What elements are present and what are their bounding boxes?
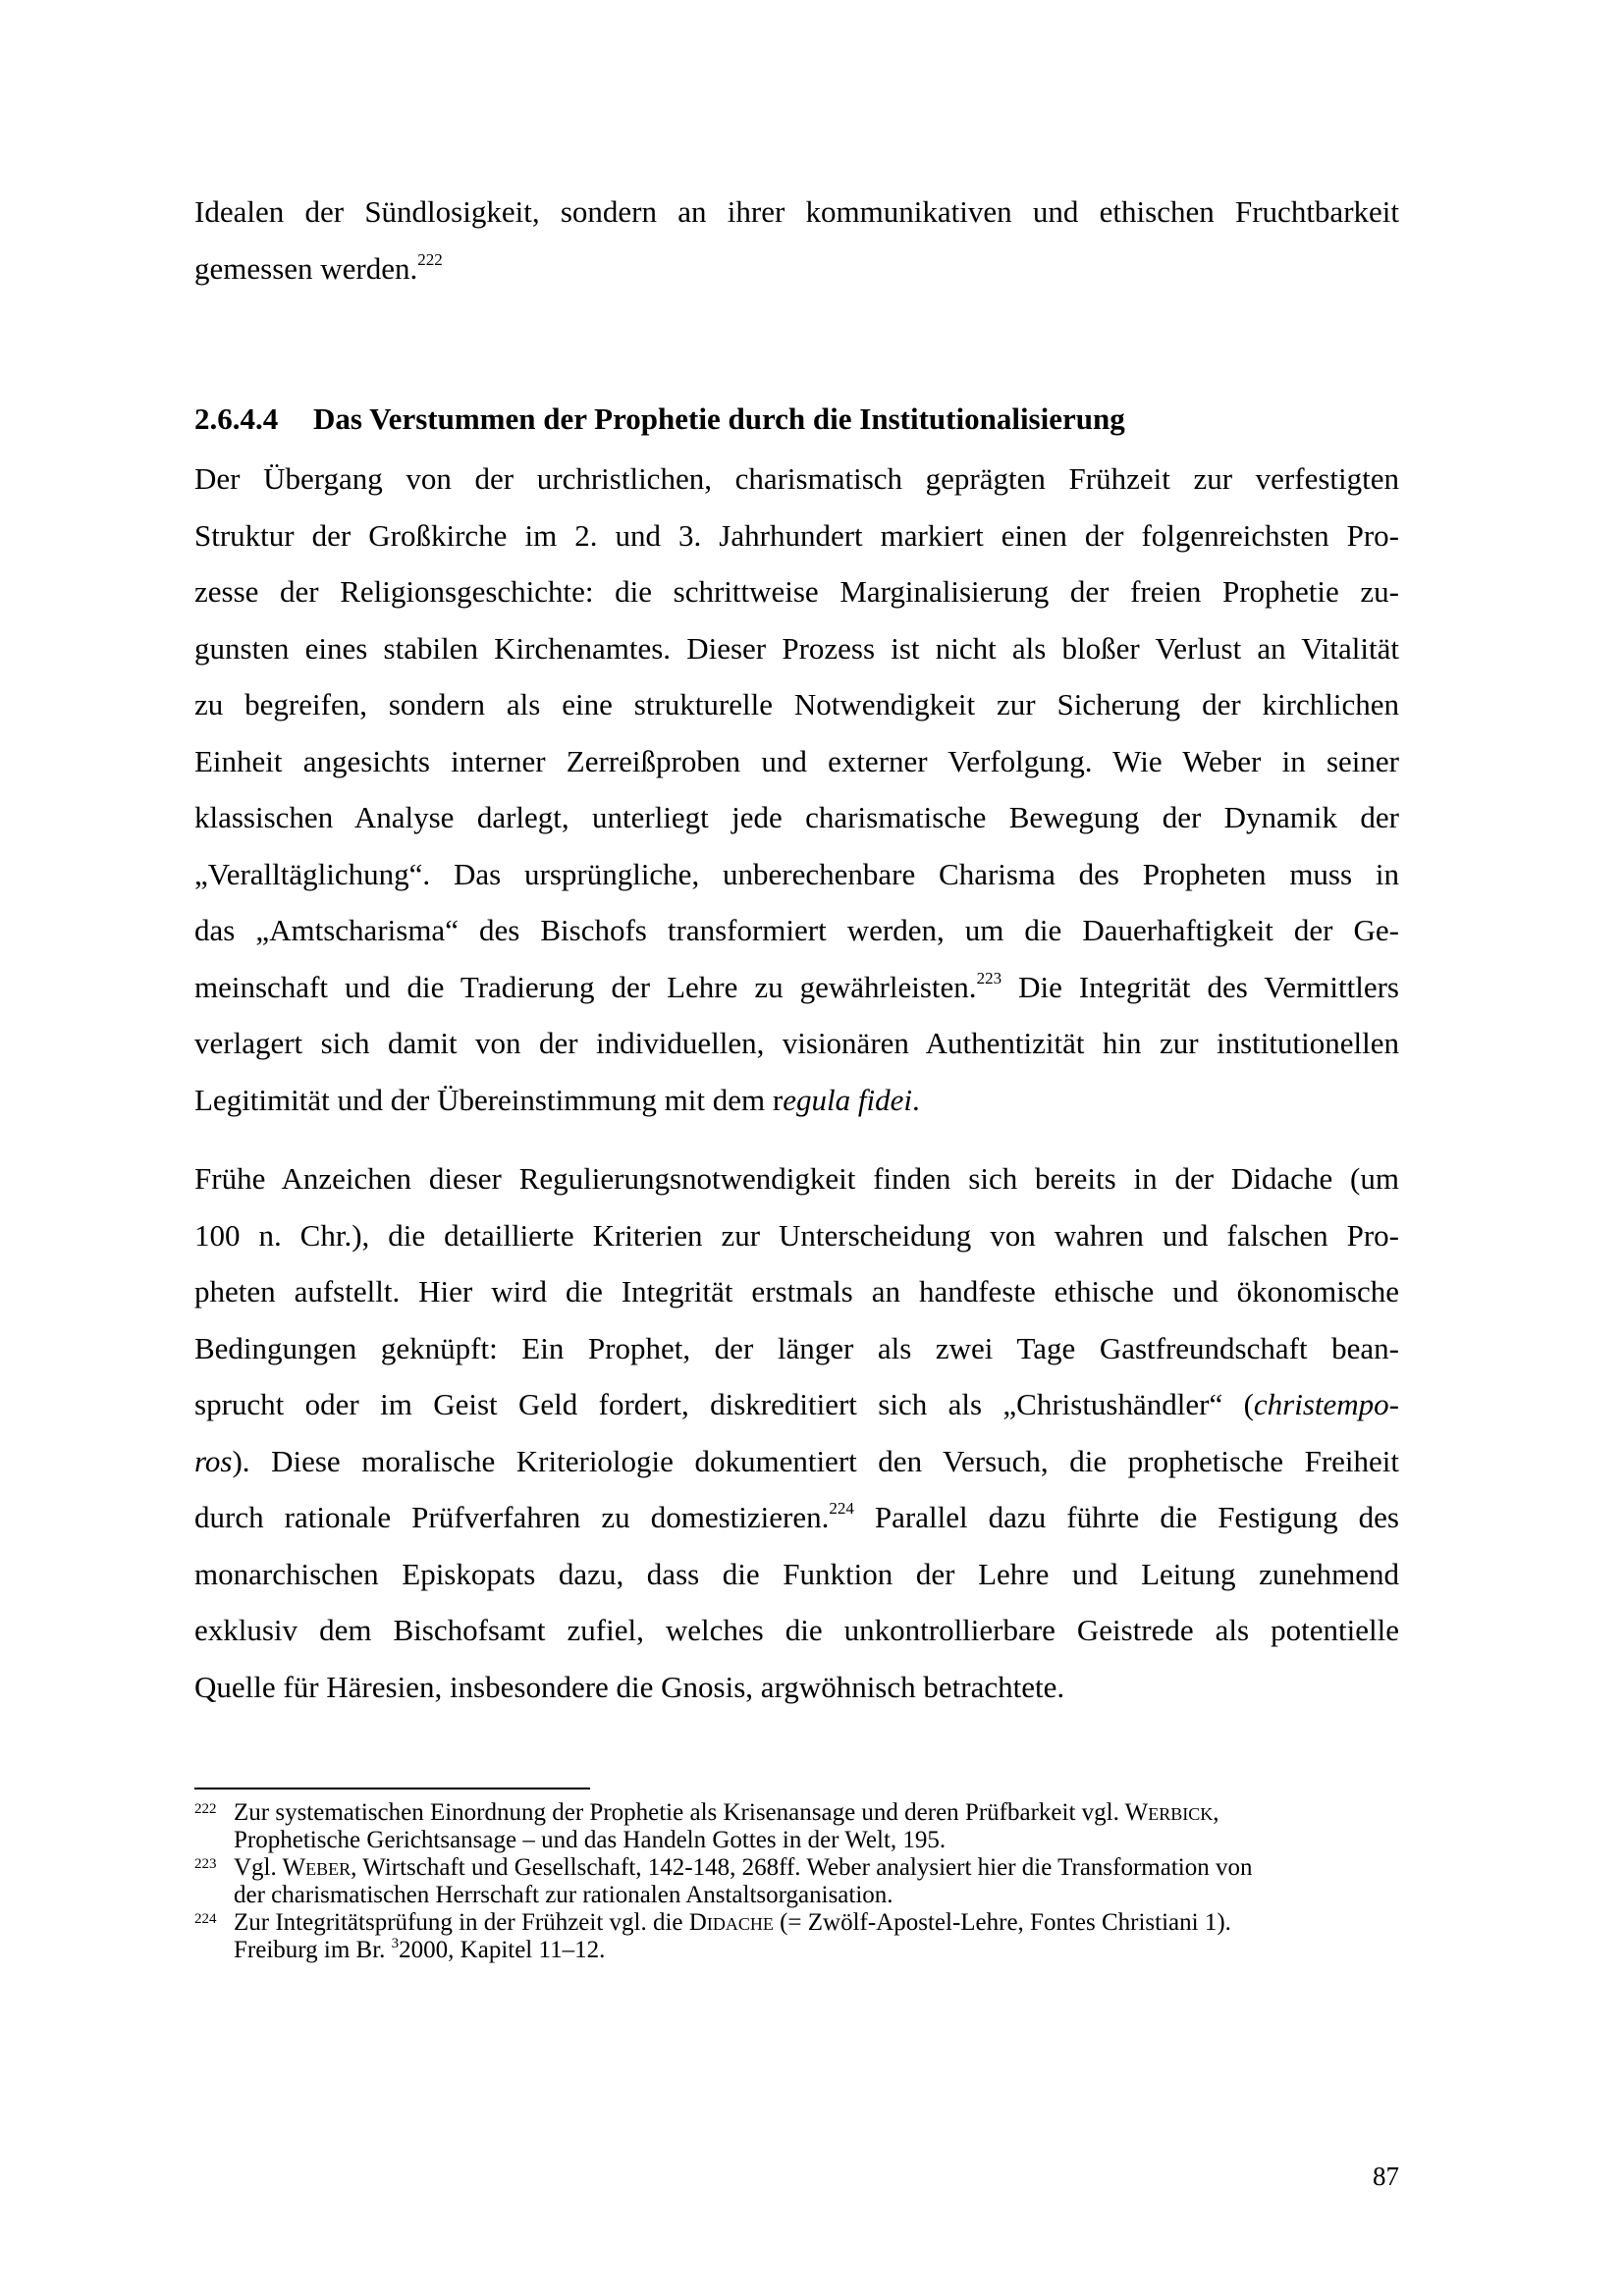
text-line: gunsten eines stabilen Kirchenamtes. Dieser Prozess ist nicht als bloßer Verlust an Vitalität bbox=[194, 630, 1399, 666]
text-line: pheten aufstellt. Hier wird die Integrität erstmals an handfeste ethische und ökonomische bbox=[194, 1274, 1399, 1308]
text-line: sprucht oder im Geist Geld fordert, diskreditiert sich als „Christushändler“ (christempo- bbox=[194, 1387, 1399, 1421]
author-name: erbick bbox=[1148, 1799, 1214, 1826]
text-line: Legitimität und der Übereinstimmung mit dem regula fidei. bbox=[194, 1082, 920, 1117]
text-line: monarchischen Episkopats dazu, dass die Funktion der Lehre und Leitung zunehmend bbox=[194, 1556, 1399, 1591]
text-line: meinschaft und die Tradierung der Lehre zu gewährleisten.$^{223}$ Die Integrität des Vermittlers bbox=[194, 968, 1399, 1004]
footnotes bbox=[194, 1799, 1399, 1967]
continued-paragraph bbox=[194, 184, 1399, 296]
footnote-separator bbox=[194, 1788, 590, 1789]
section-number: 2.6.4.4 bbox=[194, 401, 279, 436]
text-line: ros). Diese moralische Kriteriologie dokumentiert den Versuch, die prophetische Freiheit bbox=[194, 1443, 1399, 1478]
footnote-223 bbox=[194, 1854, 1399, 1909]
text-line: Quelle für Häresien, insbesondere die Gnosis, argwöhnisch betrachtete. bbox=[194, 1669, 1065, 1704]
footnote-ref-224[interactable]: 224 bbox=[829, 1499, 854, 1518]
text-line: das „Amtscharisma“ des Bischofs transformiert werden, um die Dauerhaftigkeit der Ge- bbox=[194, 913, 1399, 947]
paragraph-institutionalization bbox=[194, 451, 1399, 1128]
page-number: 87 bbox=[1373, 2162, 1399, 2191]
footnote-ref-223[interactable]: 223 bbox=[976, 968, 1002, 988]
footnote-number: 222 bbox=[194, 1801, 217, 1817]
footnote-ref-222[interactable]: 222 bbox=[417, 249, 443, 269]
text-line: Struktur der Großkirche im 2. und 3. Jahrhundert markiert einen der folgenreichsten Pro- bbox=[194, 517, 1399, 553]
footnote-222 bbox=[194, 1799, 1399, 1854]
text-line: 100 n. Chr.), die detaillierte Kriterien zur Unterscheidung von wahren und falschen Pro- bbox=[194, 1217, 1399, 1253]
footnote-line: Zur systematischen Einordnung der Prophetie als Krisenansage und deren Prüfbarkeit vgl. Werbick, bbox=[234, 1799, 1219, 1826]
footnote-224 bbox=[194, 1909, 1399, 1967]
edition-superscript: 3 bbox=[391, 1936, 400, 1951]
text-line: zu begreifen, sondern als eine strukturelle Notwendigkeit zur Sicherung der kirchlichen bbox=[194, 687, 1399, 721]
footnote-number: 224 bbox=[194, 1911, 217, 1927]
italic-term: ros bbox=[194, 1443, 233, 1478]
section-heading bbox=[194, 391, 1125, 448]
author-name: eber bbox=[305, 1854, 352, 1881]
text-line: zesse der Religionsgeschichte: die schrittweise Marginalisierung der freien Prophetie zu- bbox=[194, 574, 1399, 609]
text-line: klassischen Analyse darlegt, unterliegt jede charismatische Bewegung der Dynamik der bbox=[194, 800, 1399, 834]
italic-term: christempo- bbox=[1253, 1387, 1399, 1421]
footnote-line: Freiburg im Br. $^3$2000, Kapitel 11–12. bbox=[234, 1936, 606, 1963]
text-line: exklusiv dem Bischofsamt zufiel, welches die unkontrollierbare Geistrede als potentielle bbox=[194, 1613, 1399, 1647]
text-line: durch rationale Prüfverfahren zu domestizieren.$^{224}$ Parallel dazu führte die Festigung des bbox=[194, 1499, 1399, 1534]
footnote-line: Vgl. Weber, Wirtschaft und Gesellschaft, 142-148, 268ff. Weber analysiert hier die Transformation von bbox=[234, 1854, 1253, 1881]
text-line: Idealen der Sündlosigkeit, sondern an ihrer kommunikativen und ethischen Fruchtbarkeit bbox=[194, 194, 1399, 229]
text-line: verlagert sich damit von der individuellen, visionären Authentizität hin zur institutionellen bbox=[194, 1026, 1399, 1060]
footnote-line: Zur Integritätsprüfung in der Frühzeit vgl. die Didache (= Zwölf-Apostel-Lehre, Fontes Christiani 1). bbox=[234, 1909, 1231, 1936]
footnote-line: Prophetische Gerichtsansage – und das Handeln Gottes in der Welt, 195. bbox=[234, 1827, 947, 1853]
text-line: gemessen werden.$^{222}$ bbox=[194, 249, 443, 286]
footnote-number: 223 bbox=[194, 1856, 217, 1872]
text-line: Frühe Anzeichen dieser Regulierungsnotwendigkeit finden sich bereits in der Didache (um bbox=[194, 1161, 1399, 1196]
italic-term: egula fidei bbox=[783, 1082, 912, 1117]
text-line: Einheit angesichts interner Zerreißproben und externer Verfolgung. Wie Weber in seiner bbox=[194, 743, 1399, 778]
text-line: „Veralltäglichung“. Das ursprüngliche, unberechenbare Charisma des Propheten muss in bbox=[194, 856, 1399, 891]
section-title: Das Verstummen der Prophetie durch die Institutionalisierung bbox=[313, 401, 1125, 436]
footnote-line: der charismatischen Herrschaft zur rationalen Anstaltsorganisation. bbox=[234, 1882, 893, 1908]
paragraph-didache bbox=[194, 1150, 1399, 1715]
text-line: Bedingungen geknüpft: Ein Prophet, der länger als zwei Tage Gastfreundschaft bean- bbox=[194, 1330, 1399, 1365]
text-line: Der Übergang von der urchristlichen, charismatisch geprägten Frühzeit zur verfestigten bbox=[194, 461, 1399, 496]
work-name: idache bbox=[706, 1909, 774, 1936]
